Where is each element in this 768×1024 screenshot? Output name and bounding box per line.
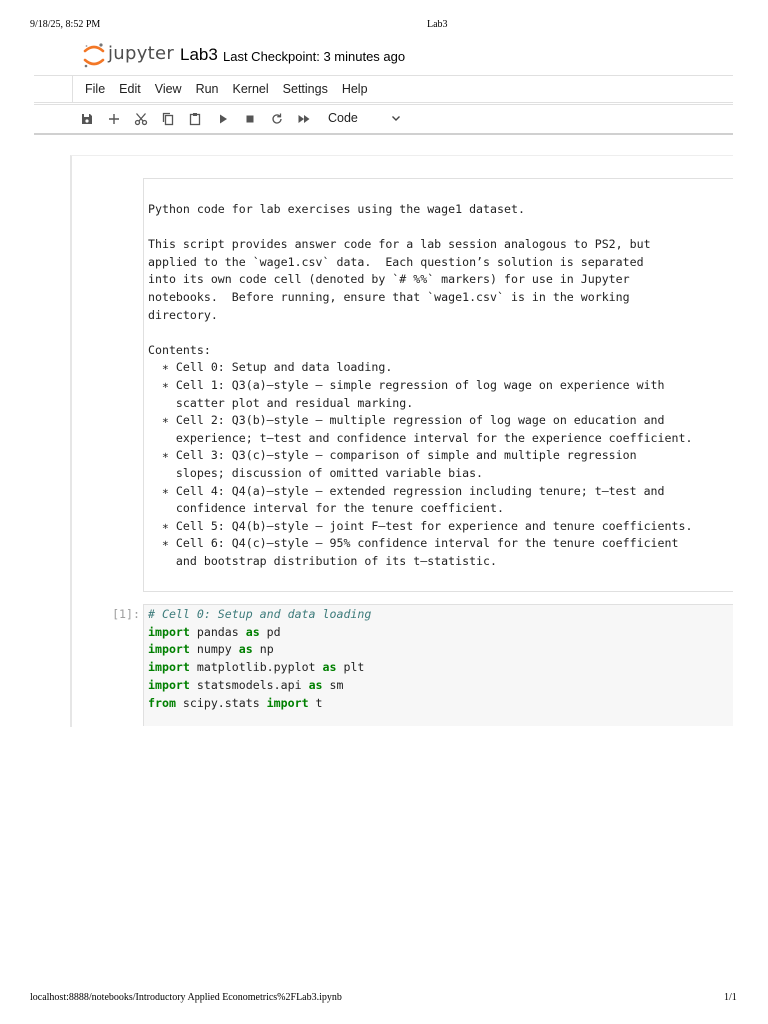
code-line xyxy=(148,695,371,713)
markdown-line: Python code for lab exercises using the wage1 dataset. xyxy=(148,202,525,216)
copy-icon xyxy=(161,112,175,126)
code-keyword: as xyxy=(322,660,337,675)
code-editor[interactable] xyxy=(148,606,371,712)
code-line xyxy=(148,641,371,659)
paste-button[interactable] xyxy=(186,110,204,128)
restart-icon xyxy=(270,112,284,126)
code-identifier: np xyxy=(252,642,274,657)
save-button[interactable] xyxy=(78,110,96,128)
markdown-line xyxy=(148,219,733,237)
print-page-number: 1/1 xyxy=(724,992,737,1003)
add-cell-icon xyxy=(107,112,121,126)
markdown-line: applied to the `wage1.csv` data. Each question’s solution is separated xyxy=(148,254,644,269)
cell-type-select[interactable]: Code xyxy=(328,111,358,125)
menu-view[interactable]: View xyxy=(154,82,182,96)
markdown-line: notebooks. Before running, ensure that `wage1.csv` is in the working xyxy=(148,289,630,304)
menu-run[interactable]: Run xyxy=(195,82,219,96)
menu-settings[interactable]: Settings xyxy=(282,82,328,96)
code-keyword: as xyxy=(308,677,323,692)
copy-button[interactable] xyxy=(159,110,177,128)
jupyter-topbar xyxy=(82,40,732,74)
markdown-line: ∗ Cell 2: Q3(b)–style – multiple regression of log wage on education and xyxy=(148,413,665,428)
markdown-line: experience; t–test and confidence interval for the experience coefficient. xyxy=(148,430,693,445)
markdown-line: ∗ Cell 4: Q4(a)–style – extended regression including tenure; t–test and xyxy=(148,483,665,498)
cut-button[interactable] xyxy=(132,110,150,128)
print-footer xyxy=(0,992,768,1006)
print-header xyxy=(0,19,768,33)
code-line xyxy=(148,624,371,642)
code-keyword: as xyxy=(238,642,253,657)
menu-edit[interactable]: Edit xyxy=(119,82,141,96)
code-identifier: plt xyxy=(336,660,365,675)
stop-icon xyxy=(243,112,257,126)
code-keyword: from xyxy=(148,695,176,710)
menu-file[interactable]: File xyxy=(85,82,106,96)
menu-left-box xyxy=(34,75,73,103)
run-button[interactable] xyxy=(214,110,232,128)
markdown-line: and bootstrap distribution of its t–statistic. xyxy=(148,553,498,568)
code-keyword: import xyxy=(148,677,190,692)
code-comment: # Cell 0: Setup and data loading xyxy=(148,607,372,621)
code-identifier: statsmodels.api xyxy=(189,677,309,692)
markdown-line: ∗ Cell 3: Q3(c)–style – comparison of simple and multiple regression xyxy=(148,448,637,463)
code-keyword: import xyxy=(148,624,190,639)
markdown-line: scatter plot and residual marking. xyxy=(148,395,414,410)
run-all-button[interactable] xyxy=(295,110,313,128)
code-line xyxy=(148,659,371,677)
markdown-line: This script provides answer code for a lab session analogous to PS2, but xyxy=(148,237,651,252)
jupyter-logo[interactable] xyxy=(82,41,174,73)
paste-icon xyxy=(188,112,202,126)
restart-button[interactable] xyxy=(268,110,286,128)
toolbar-bottom-border xyxy=(34,133,733,135)
jupyter-logo-text: jupyter xyxy=(108,43,175,64)
add-cell-button[interactable] xyxy=(105,110,123,128)
menu-help[interactable]: Help xyxy=(341,82,368,96)
markdown-line: ∗ Cell 0: Setup and data loading. xyxy=(148,360,393,375)
markdown-line xyxy=(148,324,733,342)
execution-prompt: [1]: xyxy=(112,607,140,621)
markdown-line: into its own code cell (denoted by `# %%` markers) for use in Jupyter xyxy=(148,272,630,287)
save-icon xyxy=(80,112,94,126)
code-identifier: pandas xyxy=(189,624,246,639)
notebook-toolbar xyxy=(78,108,418,130)
markdown-line: directory. xyxy=(148,307,218,322)
code-keyword: import xyxy=(148,642,190,657)
code-identifier: t xyxy=(308,695,323,710)
stop-button[interactable] xyxy=(241,110,259,128)
markdown-line: ∗ Cell 6: Q4(c)–style – 95% confidence interval for the tenure coefficient xyxy=(148,536,679,551)
menubar xyxy=(85,82,382,98)
code-identifier: numpy xyxy=(189,642,239,657)
run-all-icon xyxy=(297,112,311,126)
markdown-line: ∗ Cell 5: Q4(b)–style – joint F–test for experience and tenure coefficients. xyxy=(148,518,693,533)
code-identifier: scipy.stats xyxy=(175,695,267,710)
code-identifier: sm xyxy=(322,677,344,692)
code-keyword: import xyxy=(266,695,309,710)
print-title: Lab3 xyxy=(427,19,448,30)
markdown-line: ∗ Cell 1: Q3(a)–style – simple regression of log wage on experience with xyxy=(148,377,665,392)
chevron-down-icon[interactable] xyxy=(390,112,402,124)
markdown-line: slopes; discussion of omitted variable bias. xyxy=(148,465,484,480)
jupyter-logo-icon xyxy=(82,41,106,71)
print-date: 9/18/25, 8:52 PM xyxy=(30,19,101,30)
notebook-title[interactable]: Lab3 xyxy=(180,45,218,64)
code-keyword: as xyxy=(245,624,260,639)
menu-kernel[interactable]: Kernel xyxy=(232,82,269,96)
markdown-cell-text xyxy=(148,201,733,570)
code-identifier: pd xyxy=(259,624,281,639)
toolbar-separator xyxy=(34,104,733,105)
markdown-line: Contents: xyxy=(148,342,211,357)
run-icon xyxy=(216,112,230,126)
code-identifier: matplotlib.pyplot xyxy=(189,660,323,675)
print-url: localhost:8888/notebooks/Introductory Applied Econometrics%2FLab3.ipynb xyxy=(30,992,342,1003)
code-keyword: import xyxy=(148,660,190,675)
last-checkpoint: Last Checkpoint: 3 minutes ago xyxy=(223,49,406,64)
cut-icon xyxy=(134,112,148,126)
markdown-line: confidence interval for the tenure coefficient. xyxy=(148,501,504,516)
code-line xyxy=(148,677,371,695)
